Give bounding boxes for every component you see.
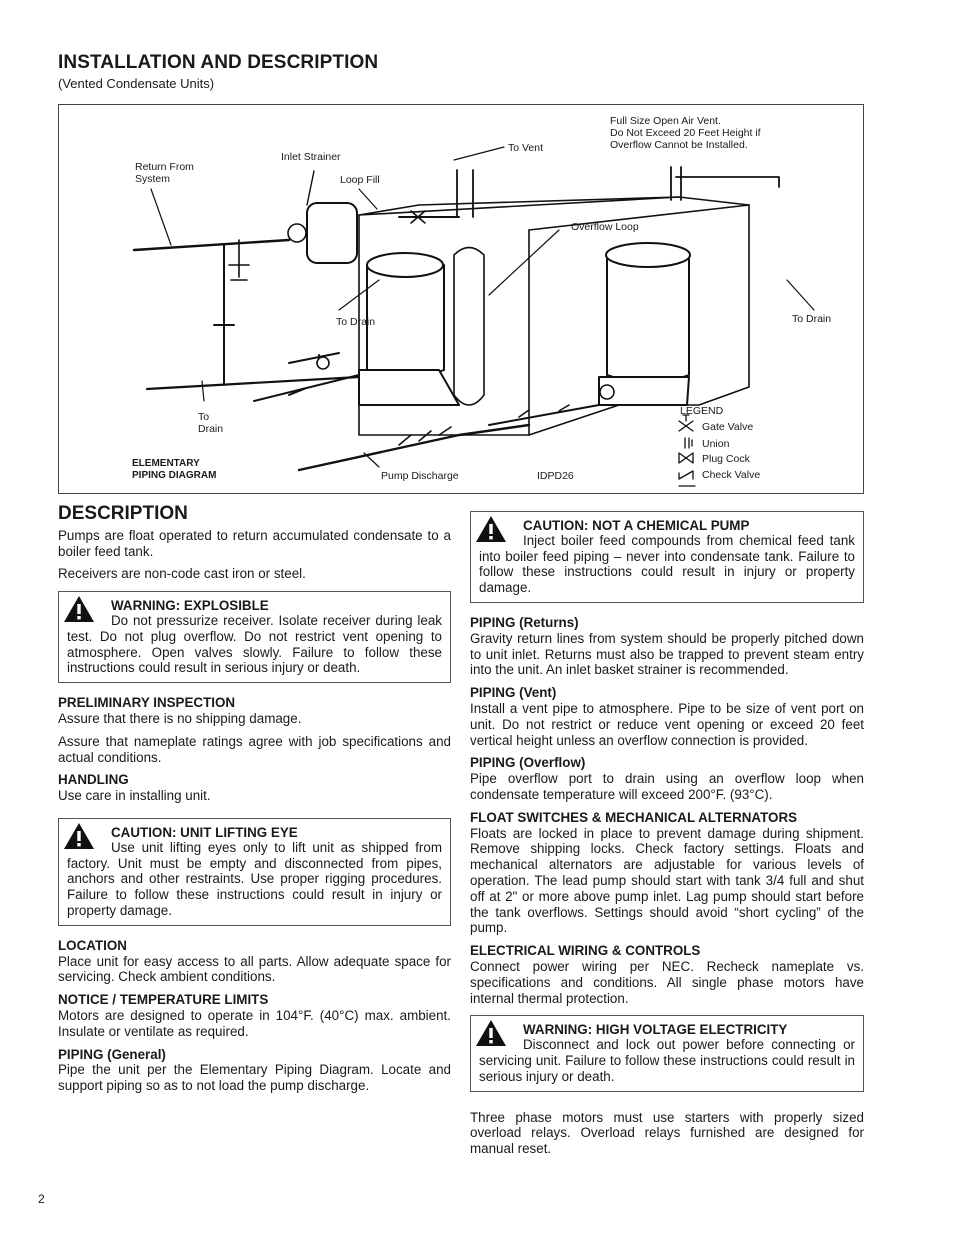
page-number: 2 (38, 1192, 45, 1206)
handling-text: Use care in installing unit. (58, 788, 211, 804)
label-to-drain-left: To Drain (198, 411, 224, 435)
caution-lifting-text: Use unit lifting eyes only to lift unit as shipped from factory. Unit must be empty and disconnected from pipes, anchors and other restraints. Use proper rigging procedures. Failure to follow these instructions could result in injury or property damage. (67, 839, 442, 918)
piping-diagram (58, 104, 864, 494)
legend-check-valve: Check Valve (702, 469, 761, 481)
left-column (58, 503, 451, 1101)
legend-union: Union (702, 438, 730, 450)
piping-general-text: Pipe the unit per the Elementary Piping Diagram. Locate and support piping so as to not load the pump discharge. (58, 1062, 451, 1094)
legend-gate-valve: Gate Valve (702, 421, 754, 433)
caution-chemical-text: Inject boiler feed compounds from chemical feed tank into boiler feed piping – never into condensate tank. Failure to follow these instructions could result in injury or property damage. (479, 532, 855, 596)
label-to-drain-right: To Drain (792, 313, 832, 325)
preliminary-text-2: Assure that nameplate ratings agree with job specifications and actual conditions. (58, 733, 451, 765)
handling-title: HANDLING (58, 772, 129, 788)
warning-triangle-icon (63, 595, 95, 623)
warning-voltage-box (470, 1015, 864, 1091)
description-heading: DESCRIPTION (58, 503, 188, 524)
electrical-title: ELECTRICAL WIRING & CONTROLS (470, 943, 701, 959)
page-title: INSTALLATION AND DESCRIPTION (58, 52, 379, 73)
notice-title: NOTICE / TEMPERATURE LIMITS (58, 992, 269, 1008)
float-switches-text: Floats are locked in place to prevent damage during shipment. Remove shipping locks. Check factory settings. Floats and mechanical alternators are adjustable for various levels of operation. The lead pump should start with tank 3/4 full and shut off at 2" or more above pump inlet. Lag pump should start before the tank overflows. Settings should avoid “short cycling” of the pump. (470, 825, 864, 936)
preliminary-text-1: Assure that there is no shipping damage. (58, 710, 302, 726)
preliminary-title: PRELIMINARY INSPECTION (58, 695, 236, 711)
piping-overflow-text: Pipe overflow port to drain using an overflow loop when condensate temperature will exceed 200°F. (93°C). (470, 771, 864, 802)
label-overflow-loop: Overflow Loop (571, 221, 639, 233)
piping-returns-text: Gravity return lines from system should be properly pitched down to unit inlet. Returns must also be trapped to prevent steam entry into the unit. An inlet basket strainer is recommended. (470, 630, 864, 678)
label-drawing-id: IDPD26 (537, 470, 574, 482)
piping-vent-text: Install a vent pipe to atmosphere. Pipe to be size of vent port on unit. Do not restrict or reduce vent opening or exceed 20 feet vertical height unless an overflow connection is provided. (470, 700, 864, 748)
location-title: LOCATION (58, 937, 127, 953)
caution-lifting-box (58, 818, 451, 926)
warning-triangle-icon (475, 1019, 507, 1047)
notice-text: Motors are designed to operate in 104°F. (40°C) max. ambient. Insulate or ventilate as required. (58, 1007, 451, 1039)
legend-plug-cock: Plug Cock (702, 453, 750, 465)
piping-overflow-title: PIPING (Overflow) (470, 755, 586, 771)
warning-voltage-title: WARNING: HIGH VOLTAGE ELECTRICITY (523, 1022, 788, 1038)
three-phase-text: Three phase motors must use starters with properly sized overload relays. Overload relays furnished are designed for manual reset. (470, 1109, 864, 1157)
location-text: Place unit for easy access to all parts. Allow adequate space for servicing. Check ambient conditions. (58, 953, 451, 985)
legend-title: LEGEND (680, 405, 724, 417)
label-full-size-vent: Full Size Open Air Vent. Do Not Exceed 20 Feet Height if Overflow Cannot be Installed. (610, 115, 761, 151)
label-elementary-piping: ELEMENTARY PIPING DIAGRAM (132, 458, 217, 481)
piping-vent-title: PIPING (Vent) (470, 685, 557, 701)
warning-explosible-title: WARNING: EXPLOSIBLE (111, 598, 269, 614)
caution-lifting-title: CAUTION: UNIT LIFTING EYE (111, 824, 298, 840)
warning-triangle-icon (63, 822, 95, 850)
caution-chemical-box (470, 511, 864, 603)
caution-chemical-title: CAUTION: NOT A CHEMICAL PUMP (523, 518, 750, 533)
label-to-drain-center: To Drain (336, 316, 376, 328)
warning-explosible-text: Do not pressurize receiver. Isolate receiver during leak test. Do not plug overflow. Do not restrict vent opening to atmosphere. Open valves slowly. Failure to follow these instructions could result in serious injury or death. (67, 612, 442, 676)
intro-paragraph-2: Receivers are non-code cast iron or steel. (58, 566, 306, 582)
label-pump-discharge: Pump Discharge (381, 470, 459, 482)
label-to-vent: To Vent (508, 142, 544, 154)
label-loop-fill: Loop Fill (340, 174, 380, 186)
intro-paragraph-1: Pumps are float operated to return accumulated condensate to a boiler feed tank. (58, 527, 451, 559)
electrical-text: Connect power wiring per NEC. Recheck nameplate vs. specifications and conditions. All single phase motors have internal thermal protection. (470, 958, 864, 1006)
piping-returns-title: PIPING (Returns) (470, 614, 579, 630)
warning-triangle-icon (475, 515, 507, 543)
piping-general-title: PIPING (General) (58, 1046, 166, 1062)
label-return-from-system: Return From System (135, 161, 194, 185)
label-inlet-strainer: Inlet Strainer (281, 151, 341, 163)
warning-explosible-box (58, 591, 451, 683)
warning-voltage-text: Disconnect and lock out power before connecting or servicing unit. Failure to follow these instructions could result in serious injury or death. (479, 1037, 855, 1084)
page-subtitle: (Vented Condensate Units) (58, 76, 215, 91)
float-switches-title: FLOAT SWITCHES & MECHANICAL ALTERNATORS (470, 809, 798, 825)
right-column (470, 511, 864, 1164)
